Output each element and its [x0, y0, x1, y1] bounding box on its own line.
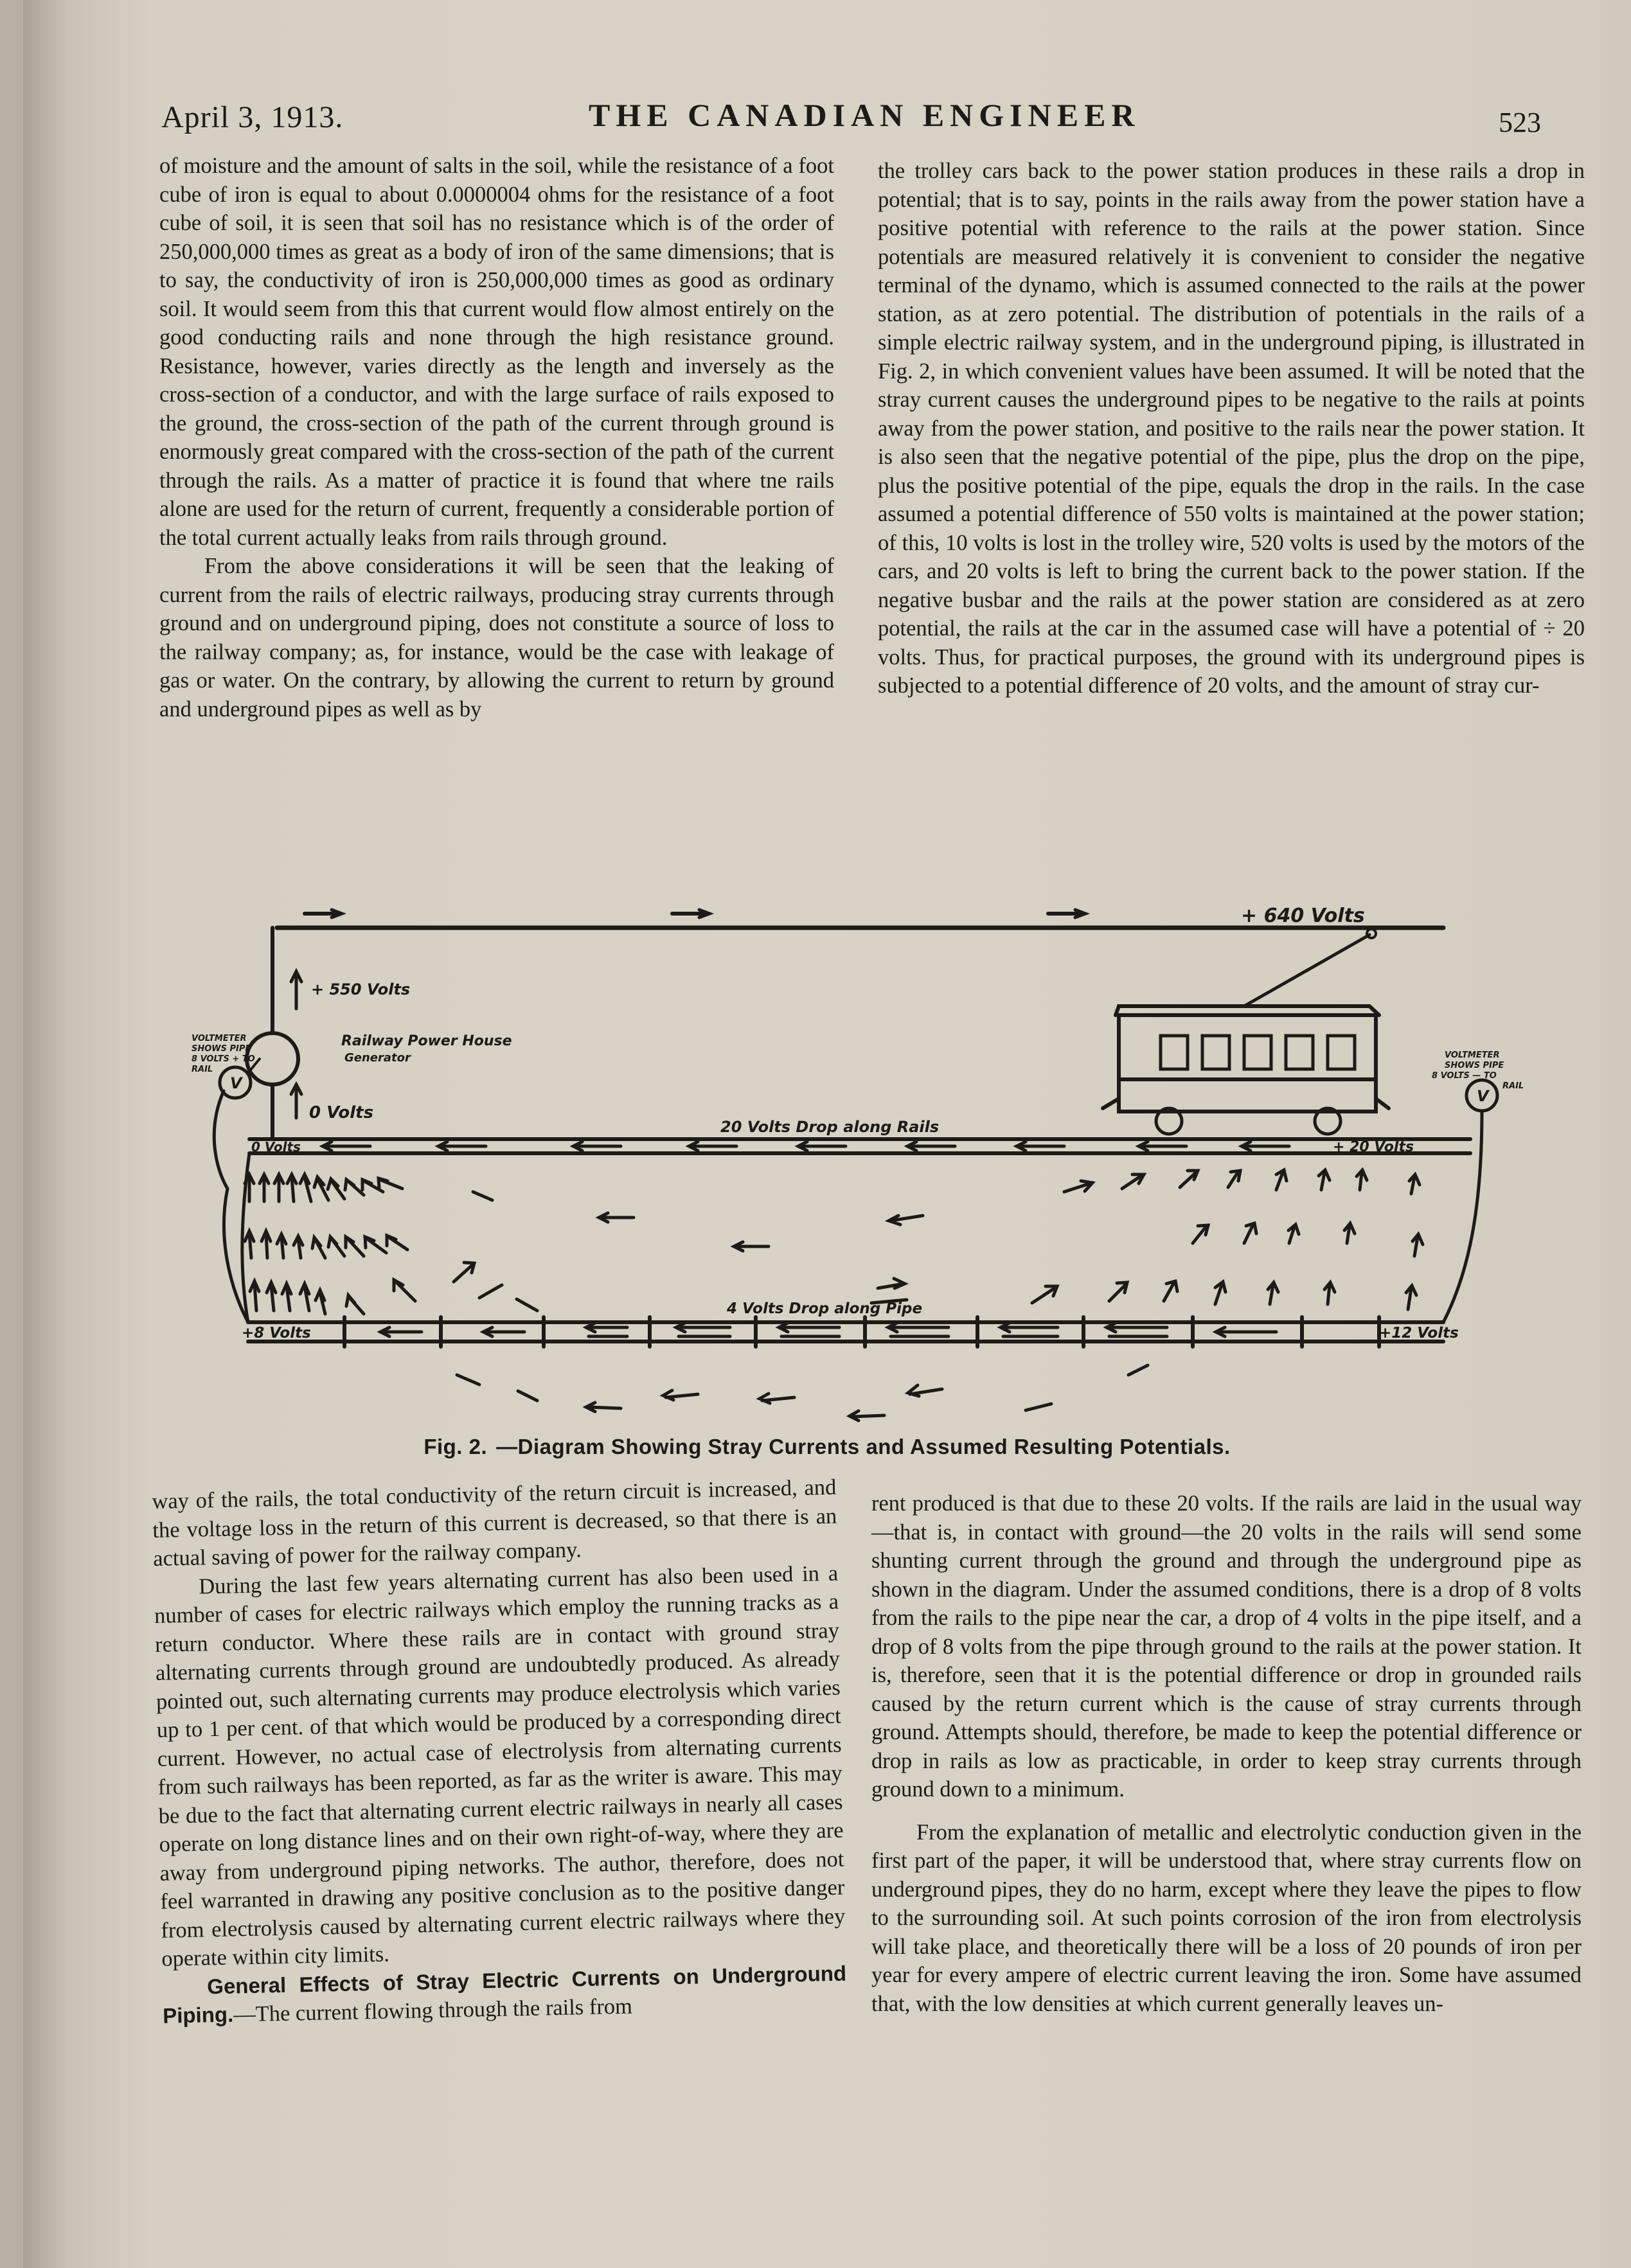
generator-name-line1: Railway Power House: [341, 1033, 512, 1049]
generator-zero-label: 0 Volts: [309, 1103, 374, 1122]
paragraph: of moisture and the amount of salts in the soil, while the resistance of a foot cube of iron is equal to about 0.0000004 ohms for the resistance of a foot cube of soil, it is seen that soil has no resistance which is of the order of 250,000,000 times as great as a body of iron of the same dimensions; that is to say, the conductivity of iron is 250,000,000 times as good as ordinary soil. It would seem from this that current would flow almost entirely on the good conducting rails and none through the high resistance ground. Resistance, however, varies directly as the length and inversely as the cross-section of a conductor, and with the large surface of rails exposed to the ground, the cross-section of the path of the current through ground is enormously great compared with the cross-section of the path of the current through the rails. As a matter of practice it is found that where tne rails alone are used for the return of current, frequently a considerable portion of the total current actually leaks from rails through ground.: [159, 154, 834, 550]
voltmeter-left-line3: 8 VOLTS + TO: [192, 1054, 255, 1064]
stray-current-arrows: [245, 1170, 1423, 1421]
rail-right-label: + 20 Volts: [1333, 1139, 1414, 1155]
magazine-page: [23, 0, 1631, 2268]
generator-name-line2: Generator: [344, 1051, 411, 1065]
figure-caption-number: Fig. 2.: [423, 1435, 488, 1458]
stray-current-diagram: [23, 887, 1631, 1491]
column-bottom-left: [152, 1473, 847, 2031]
voltmeter-right-symbol: V: [1477, 1087, 1489, 1105]
journal-title: THE CANADIAN ENGINEER: [589, 97, 1141, 133]
section-text: —The current flowing through the rails from: [233, 1994, 633, 2027]
paragraph: the trolley cars back to the power station produces in these rails a drop in potential; that is to say, points in the rails away from the power station have a positive potential with reference to the rails at the power station. Since potentials are measured relatively it is convenient to consider the negative terminal of the dynamo, which is assumed connected to the rails at the power station, as at zero potential. The distribution of potentials in the rails of a simple electric railway system, and in the underground piping, is illustrated in Fig. 2, in which convenient values have been assumed. It will be noted that the stray current causes the underground pipes to be negative to the rails at points away from the power station, and positive to the rails near the power station. It is also seen that the negative potential of the pipe, plus the drop on the pipe, plus the positive potential of the pipe, equals the drop in the rails. In the case assumed a potential difference of 550 volts is maintained at the power station; of this, 10 volts is lost in the trolley wire, 520 volts is used by the motors of the cars, and 20 volts is left to bring the current back to the power station. If the negative busbar and the rails at the power station are considered as at zero potential, the rails at the car in the assumed case will have a potential of ÷ 20 volts. Thus, for practical purposes, the ground with its underground pipes is subjected to a potential difference of 20 volts, and the amount of stray cur-: [878, 159, 1585, 698]
paragraph: During the last few years alternating current has also been used in a number of cases for electric railways which employ the running tracks as a return conductor. Where these rails are in contact with ground stray alternating currents through ground are undoubtedly produced. As already pointed out, such alternating currents may produce electrolysis which varies up to 1 per cent. of that which would be produced by a corresponding direct current. However, no actual case of electrolysis from alternating currents from such railways has been reported, as far as the writer is aware. This may be due to the fact that alternating current electric railways in nearly all cases operate on long distance lines and on their own right-of-way, where they are away from underground piping networks. The author, therefore, does not feel warranted in drawing any positive conclusion as to the positive danger from electrolysis caused by alternating current electric railways where they operate within city limits.: [154, 1561, 846, 1971]
paragraph: rent produced is that due to these 20 volts. If the rails are laid in the usual way—that is, in contact with ground—the 20 volts in the rails will send some shunting current through the ground and through the underground pipe as shown in the diagram. Under the assumed conditions, there is a drop of 8 volts from the rails to the pipe near the car, a drop of 4 volts in the pipe itself, and a drop of 8 volts from the pipe through ground to the rails at the power station. It is, therefore, seen that it is the potential difference or drop in grounded rails caused by the return current which is the cause of stray currents through ground. Attempts should, therefore, be made to keep the potential difference or drop in rails as low as practicable, in order to keep stray currents through ground down to a minimum.: [871, 1491, 1582, 1802]
paragraph: way of the rails, the total conductivity of the return circuit is increased, and the voltage loss in the return of this current is decreased, so that there is an actual saving of power for the railway company.: [152, 1475, 837, 1571]
voltmeter-right-line4: RAIL: [1502, 1081, 1524, 1091]
page-number: 523: [1499, 107, 1541, 138]
issue-date: April 3, 1913.: [161, 100, 344, 134]
pipe-drop-label: 4 Volts Drop along Pipe: [727, 1300, 923, 1317]
pipe-arrows: [380, 1323, 1276, 1336]
figure-caption-text: —Diagram Showing Stray Currents and Assumed Resulting Potentials.: [496, 1435, 1231, 1458]
voltmeter-right-line1: VOLTMETER: [1445, 1050, 1500, 1060]
rail-drop-label: 20 Volts Drop along Rails: [720, 1118, 940, 1136]
voltmeter-left-line4: RAIL: [192, 1065, 213, 1074]
voltmeter-left-line1: VOLTMETER: [192, 1034, 247, 1043]
figure-caption: [23, 1435, 1631, 1459]
column-bottom-right: [871, 1489, 1582, 2018]
generator-plus-label: + 550 Volts: [311, 980, 411, 998]
paragraph: From the explanation of metallic and electrolytic conduction given in the first part of the paper, it will be understood that, where stray currents flow on underground pipes, they do no harm, except where they leave the pipes to flow to the surrounding soil. At such points corrosion of the iron from electrolysis will take place, and theoretically there will be a loss of 20 pounds of iron per year for every ampere of electric current leaving the iron. Some have assumed that, with the low densities at which current generally leaves un-: [871, 1820, 1582, 2016]
pipe-right-label: +12 Volts: [1379, 1325, 1459, 1342]
voltmeter-right-line2: SHOWS PIPE: [1445, 1061, 1504, 1070]
column-top-left: [159, 152, 834, 723]
section-heading: General Effects of Stray Electric Currents on Underground Piping.: [162, 1961, 847, 2028]
voltmeter-right-line3: 8 VOLTS — TO: [1432, 1071, 1497, 1081]
voltmeter-left-line2: SHOWS PIPE: [192, 1044, 251, 1054]
running-header: [23, 96, 1631, 148]
rail-left-label: 0 Volts: [251, 1139, 301, 1155]
column-top-right: [878, 157, 1585, 700]
voltmeter-left-symbol: V: [230, 1074, 242, 1092]
trolley-car: [1103, 929, 1389, 1134]
rail-arrows: [323, 1142, 1289, 1151]
pipe-left-label: +8 Volts: [242, 1325, 311, 1342]
paragraph: From the above considerations it will be seen that the leaking of current from the rails of electric railways, producing stray currents through ground and on underground piping, does not constitute a source of loss to the railway company; as, for instance, would be the case with leakage of gas or water. On the contrary, by allowing the current to return by ground and underground pipes as well as by: [159, 554, 834, 722]
figure-2: [23, 887, 1631, 1491]
trolley-voltage-label: + 640 Volts: [1241, 905, 1365, 927]
